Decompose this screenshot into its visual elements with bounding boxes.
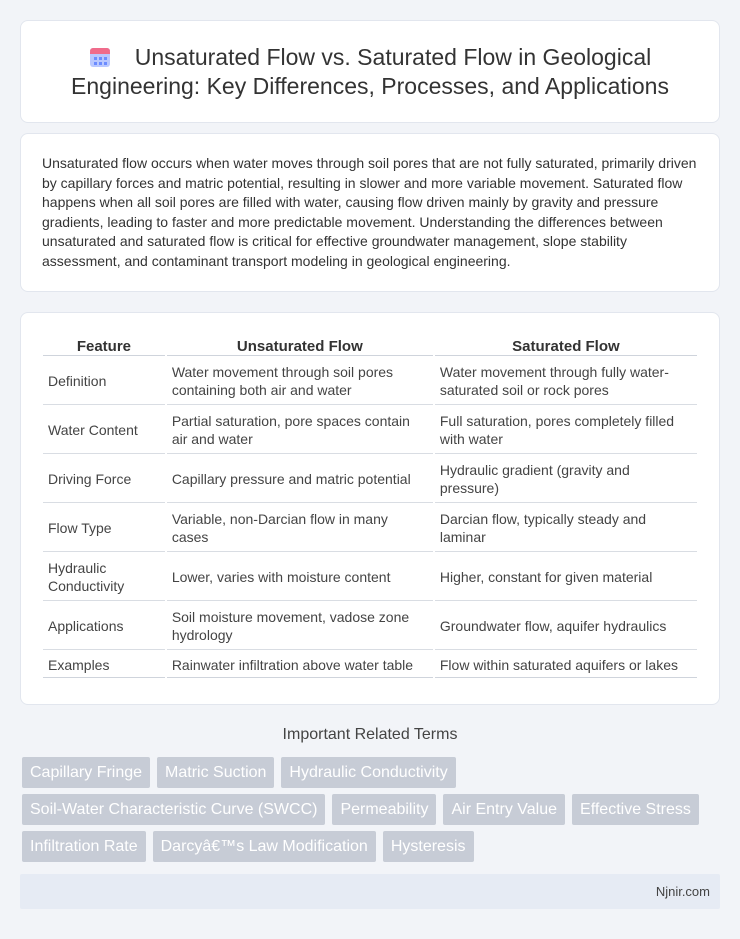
term-tag[interactable]: Infiltration Rate [22,831,146,862]
term-tag[interactable]: Hysteresis [383,831,474,862]
unsaturated-cell: Capillary pressure and matric potential [167,456,433,503]
term-tag[interactable]: Permeability [332,794,436,825]
term-tag[interactable]: Soil-Water Characteristic Curve (SWCC) [22,794,325,825]
header-unsaturated-flow: Unsaturated Flow [167,332,433,356]
intro-paragraph: Unsaturated flow occurs when water moves through soil pores that are not fully saturated, primarily driven by capillary forces and matric potential, resulting in slower and more variable movement. Saturated flow happens when all soil pores are filled with water, causing flow driven mainly by gravity and pressure gradients, leading to faster and more predictable movement. Understanding the differences between unsaturated and saturated flow is critical for effective groundwater management, slope stability assessment, and contaminant transport modeling in geological engineering. [42,155,697,269]
footer-brand[interactable]: Njnir.com [655,884,710,899]
term-row [22,757,722,788]
term-tag[interactable]: Air Entry Value [443,794,565,825]
page-title [51,43,689,101]
term-row [22,831,722,862]
table-row [43,603,697,650]
table-row [43,505,697,552]
term-tag[interactable]: Hydraulic Conductivity [281,757,455,788]
calendar-icon [89,46,111,68]
feature-cell: Definition [43,358,165,405]
related-terms-heading: Important Related Terms [282,726,458,743]
intro-card [20,133,720,292]
related-terms-list [22,757,722,868]
term-tag[interactable]: Matric Suction [157,757,274,788]
comparison-table [41,330,699,680]
saturated-cell: Groundwater flow, aquifer hydraulics [435,603,697,650]
table-row [43,407,697,454]
feature-cell: Water Content [43,407,165,454]
unsaturated-cell: Soil moisture movement, vadose zone hydrology [167,603,433,650]
table-row [43,358,697,405]
feature-cell: Driving Force [43,456,165,503]
saturated-cell: Flow within saturated aquifers or lakes [435,652,697,678]
term-tag[interactable]: Darcyâ€™s Law Modification [153,831,376,862]
saturated-cell: Higher, constant for given material [435,554,697,601]
table-row [43,652,697,678]
saturated-cell: Hydraulic gradient (gravity and pressure) [435,456,697,503]
feature-cell: Examples [43,652,165,678]
table-row [43,456,697,503]
unsaturated-cell: Partial saturation, pore spaces contain air and water [167,407,433,454]
page-title-text: Unsaturated Flow vs. Saturated Flow in Geological Engineering: Key Differences, Processes, and Applications [71,44,669,99]
feature-cell: Hydraulic Conductivity [43,554,165,601]
table-header-row [43,332,697,356]
table-row [43,554,697,601]
title-card [20,20,720,123]
unsaturated-cell: Water movement through soil pores containing both air and water [167,358,433,405]
header-feature: Feature [43,332,165,356]
comparison-table-card [20,312,720,705]
unsaturated-cell: Lower, varies with moisture content [167,554,433,601]
term-row [22,794,722,825]
saturated-cell: Full saturation, pores completely filled with water [435,407,697,454]
term-tag[interactable]: Effective Stress [572,794,699,825]
feature-cell: Applications [43,603,165,650]
saturated-cell: Water movement through fully water-saturated soil or rock pores [435,358,697,405]
header-saturated-flow: Saturated Flow [435,332,697,356]
term-tag[interactable]: Capillary Fringe [22,757,150,788]
unsaturated-cell: Rainwater infiltration above water table [167,652,433,678]
saturated-cell: Darcian flow, typically steady and laminar [435,505,697,552]
feature-cell: Flow Type [43,505,165,552]
footer [20,874,720,909]
unsaturated-cell: Variable, non-Darcian flow in many cases [167,505,433,552]
